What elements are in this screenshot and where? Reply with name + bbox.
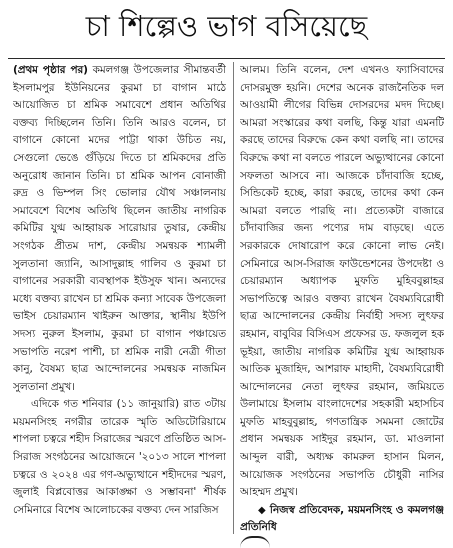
byline-text: নিজস্ব প্রতিবেদক, ময়মনসিংহ ও কমলগঞ্জ প্রতিনিধি [240, 503, 444, 534]
left-paragraph-1-text: কমলগঞ্জ উপজেলার সীমান্তবর্তী ইসলামপুর ইউনিয়নের কুরমা চা বাগান মাঠে আয়োজিত চা শ্রমিক সমাবেশে প্রধান অতিথির বক্তব্য দিচ্ছিলেন তিনি। তিনি আরও বলেন, চা বাগানে কোনো মদের পাট্টা থাকা উচিত নয়, সেগুলো ভেঙে গুঁড়িয়ে দিতে চা শ্রমিকদের প্রতি অনুরোধ জানান তিনি। চা শ্রমিক আপন বোনাজী রুদ্র ও ভিম্পল সিং ভোলার যৌথ সঞ্চালনায় সমাবেশে বিশেষ অতিথি ছিলেন জাতীয় নাগরিক কমিটির যুগ্ম আহ্বায়ক সারোয়ার তুষার, কেন্দ্রীয় সংগঠক প্রীতম দাশ, কেন্দ্রীয় সমন্বয়ক শ্যামলী সুলতানা জ্যানি, আসাদুল্লাহ গালিব ও কুরমা চা বাগানের সরকারী ব্যবস্থাপক ইউসুফ খান। অন্যদের মধ্যে বক্তব্য রাখেন চা শ্রমিক কন্যা সাবেক উপজেলা ভাইস চেয়ারম্যান খাইরুন আক্তার, স্থানীয় ইউপি সদস্য নুরুল ইসলাম, কুরমা চা বাগান পঞ্চায়েত সভাপতি নরেশ পাশী, চা শ্রমিক নারী নেত্রী গীতা কানু, বৈষম্য ছাত্র আন্দোলনের সমন্বয়ক নাজমিন সুলতানা প্রমুখ। [13, 64, 226, 393]
headline-divider [8, 58, 445, 59]
continuation-tag: (প্রথম পৃষ্ঠার পর) [13, 64, 88, 76]
left-paragraph-1 [13, 62, 226, 396]
next-article-fragment [240, 536, 270, 548]
left-paragraph-2: এদিকে গত শনিবার (১১ জানুয়ারি) রাত ৩টায় ময়মনসিংহ নগরীর তারেক স্মৃতি অডিটোরিয়ামে শাপলা চত্বরে শহীদ সিরাজের স্মরণে প্রতিষ্ঠিত আস-সিরাজ সংগঠনের আয়োজনে '২০১৩ সালে শাপলা চত্বরে ও ২০২৪ এর গণ-অভ্যুত্থানে শহীদদের স্মরণ, জুলাই বিপ্লবোত্তর আকাঙ্ক্ষা ও সম্ভাবনা' শীর্ষক সেমিনারে বিশেষ আলোচকের বক্তব্য দেন সারজিস [13, 398, 226, 516]
left-column [13, 62, 226, 534]
right-column [240, 62, 444, 534]
right-paragraph-1: আলম। তিনি বলেন, দেশ এখনও ফ্যাসিবাদের দোসরমুক্ত হয়নি। দেশের অনেক রাজনৈতিক দল আওয়ামী লীগের বিভিন্ন দোসরদের মদদ দিচ্ছে। আমরা সংস্কারের কথা বলছি, কিন্তু যারা এমনটি করছে তাদের বিরুদ্ধে কেন কথা বলছি না। তাদের বিরুদ্ধে কথা না বলতে পারলে অভ্যুত্থানের কোনো সফলতা আসবে না। আজকে চাঁদাবাজি হচ্ছে, সিন্ডিকেট হচ্ছে, কারা করছে, তাদের কথা কেন আমরা বলতে পারছি না। প্রত্যেকটা বাজারে চাঁদাবাজির জন্য পণ্যের দাম বাড়ছে। এতে সরকারকে দোষারোপ করে কোনো লাভ নেই। সেমিনারে আস-সিরাজ ফাউন্ডেশনের উপদেষ্টা ও চেয়ারম্যান অধ্যাপক মুফতি মুহিববুল্লাহর সভাপতিত্বে আরও বক্তব্য রাখেন বৈষম্যবিরোধী ছাত্র আন্দোলনের কেন্দ্রীয় নির্বাহী সদস্য লুৎফর রহমান, বাবুবির বিসিএস প্রফেসর ড. ফজলুল হক ভূইয়া, জাতীয় নাগরিক কমিটির যুগ্ম আহ্বায়ক আতিক মুজাহিদ, আশরাফ মাহাদী, বৈষম্যবিরোধী আন্দোলনের নেতা লুৎফর রহমান, জমিয়তে উলামায়ে ইসলাম বাংলাদেশের সহকারী মহাসচিব মুফতি মাহবুবুল্লাহ, গণতান্ত্রিক সমমনা জোটের প্রধান সমন্বয়ক সাইদুর রহমান, ডা. মাওলানা আব্দুল বারী, অধ্যক্ষ কামরুল হাসান মিলন, আয়োজক সংগঠনের সভাপতি চৌধুরী নাসির আহম্মদ প্রমুখ। [240, 64, 444, 499]
column-divider [233, 62, 234, 534]
diamond-icon: ◆ [258, 504, 267, 516]
byline [240, 502, 444, 534]
headline: চা শিল্পেও ভাগ বসিয়েছে [85, 9, 368, 43]
